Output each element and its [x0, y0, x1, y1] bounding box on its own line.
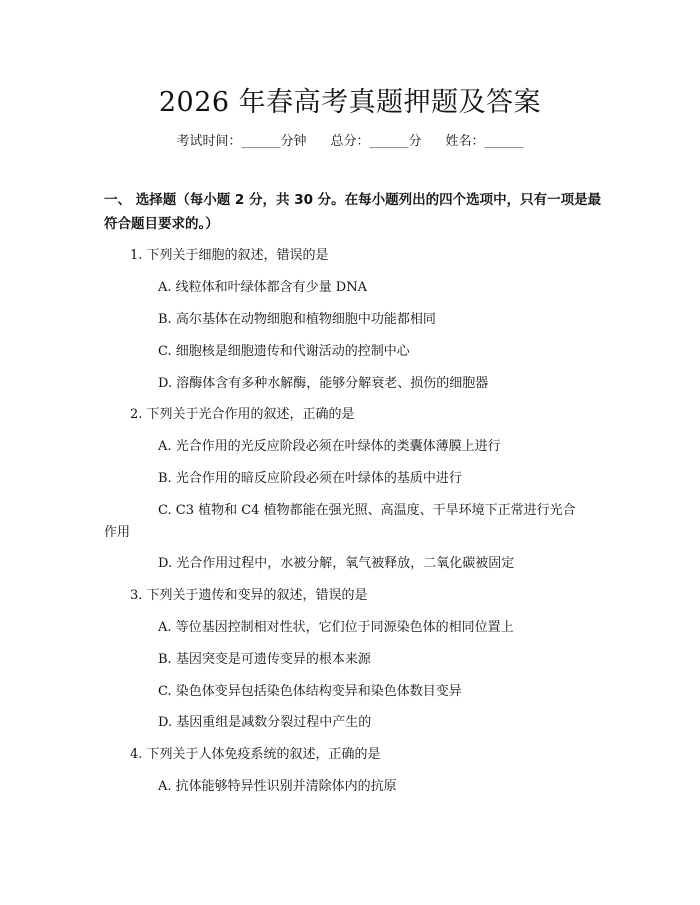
question-3-option-d: D. 基因重组是减数分裂过程中产生的 [158, 715, 372, 730]
question-3-option-c: C. 染色体变异包括染色体结构变异和染色体数目变异 [158, 684, 462, 699]
exam-time-field: 考试时间：______分钟 [176, 134, 307, 149]
question-2-stem: 2. 下列关于光合作用的叙述，正确的是 [130, 407, 355, 422]
question-2-option-c: C. C3 植物和 C4 植物都能在强光照、高温度、干旱环境下正常进行光合 [158, 503, 576, 518]
question-1-option-a: A. 线粒体和叶绿体都含有少量 DNA [158, 280, 367, 295]
total-score-field: 总分：______分 [330, 134, 422, 149]
question-3-option-a: A. 等位基因控制相对性状，它们位于同源染色体的相同位置上 [158, 620, 514, 635]
exam-info-line [0, 130, 700, 149]
question-1-stem: 1. 下列关于细胞的叙述，错误的是 [130, 248, 329, 263]
question-2-option-a: A. 光合作用的光反应阶段必须在叶绿体的类囊体薄膜上进行 [158, 439, 501, 454]
question-1-option-c: C. 细胞核是细胞遗传和代谢活动的控制中心 [158, 344, 410, 359]
question-2-option-c-wrap: 作用 [104, 525, 131, 540]
question-3-option-b: B. 基因突变是可遗传变异的根本来源 [158, 652, 371, 667]
page-title: 2026 年春高考真题押题及答案 [158, 87, 542, 118]
question-4-option-a: A. 抗体能够特异性识别并清除体内的抗原 [158, 779, 397, 794]
question-4-stem: 4. 下列关于人体免疫系统的叙述，正确的是 [130, 747, 381, 762]
section-heading: 一、 选择题（每小题 2 分，共 30 分。在每小题列出的四个选项中，只有一项是最符合题目要求的。） [104, 192, 602, 232]
question-2-option-d: D. 光合作用过程中，水被分解，氧气被释放，二氧化碳被固定 [158, 556, 515, 571]
name-field: 姓名：______ [445, 134, 524, 149]
question-1-option-d: D. 溶酶体含有多种水解酶，能够分解衰老、损伤的细胞器 [158, 376, 489, 391]
question-2-option-b: B. 光合作用的暗反应阶段必须在叶绿体的基质中进行 [158, 471, 462, 486]
question-3-stem: 3. 下列关于遗传和变异的叙述，错误的是 [130, 588, 368, 603]
question-1-option-b: B. 高尔基体在动物细胞和植物细胞中功能都相同 [158, 312, 436, 327]
